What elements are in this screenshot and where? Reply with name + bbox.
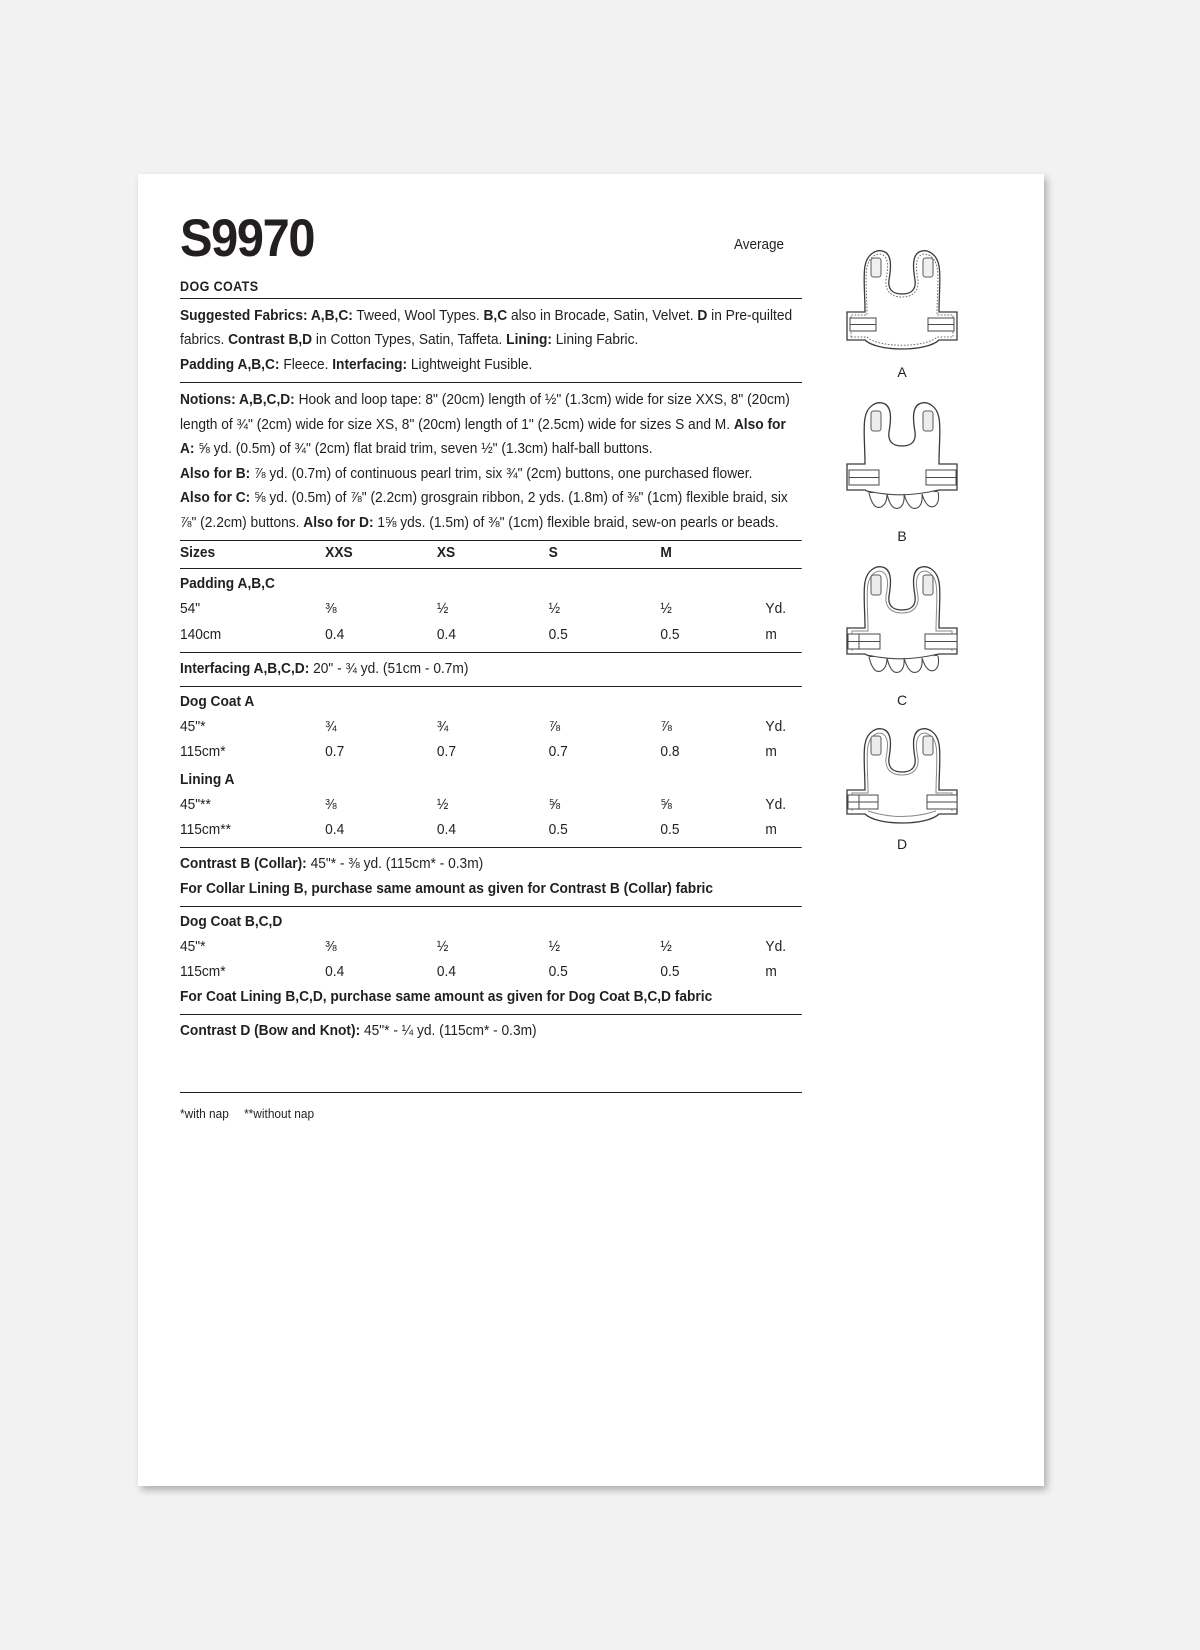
- cell-s: 0.7: [548, 743, 568, 760]
- suggested-fabrics-paragraph: [180, 299, 802, 382]
- table-row: [180, 715, 802, 740]
- also-for-a-text: ⅝ yd. (0.5m) of ¾" (2cm) flat braid trim, seven ½" (1.3cm) half-ball buttons.: [194, 441, 653, 458]
- view-letter-b: B: [897, 528, 907, 544]
- column-header-xxs: XXS: [325, 545, 353, 562]
- suggested-fabrics-text-1: Tweed, Wool Types.: [352, 308, 484, 324]
- table-row: [180, 960, 802, 985]
- cell-xxs: 0.4: [325, 626, 345, 643]
- cell-xs: 0.7: [436, 743, 457, 760]
- column-header-m: M: [660, 545, 672, 562]
- cell-xs: ½: [436, 939, 449, 956]
- table-row: [180, 740, 802, 765]
- cell-xxs: ⅜: [325, 796, 337, 813]
- table-row-coat-lining-bcd: [180, 985, 802, 1015]
- notions-label: Notions: A,B,C,D:: [180, 392, 295, 409]
- cell-unit: m: [765, 743, 777, 760]
- pattern-envelope-back: [138, 174, 1044, 1486]
- cell-s: 0.5: [548, 964, 568, 981]
- contrast-d-span-line: [180, 1015, 802, 1048]
- padding-label: Padding A,B,C:: [180, 356, 280, 373]
- table-row: [180, 935, 802, 960]
- group-title-dog-coat-bcd: Dog Coat B,C,D: [180, 913, 283, 930]
- row-label: 115cm*: [180, 964, 226, 981]
- also-for-b-label: Also for B:: [180, 465, 251, 482]
- dog-coat-view-d: [798, 714, 1006, 852]
- contrast-b-span-label: Contrast B (Collar):: [180, 855, 307, 872]
- interfacing-label: Interfacing:: [332, 356, 408, 373]
- also-for-d-text: 1⅝ yds. (1.5m) of ⅜" (1cm) flexible braid, sew-on pearls or beads.: [373, 514, 779, 531]
- also-for-d-label: Also for D:: [303, 514, 374, 531]
- view-d-label: D: [697, 308, 708, 324]
- view-letter-d: D: [896, 836, 908, 852]
- also-for-a-label: Also for A:: [180, 416, 786, 458]
- cell-xxs: ⅜: [325, 939, 337, 956]
- table-group-padding: [180, 569, 802, 597]
- cell-m: ½: [660, 601, 672, 618]
- cell-xxs: 0.7: [325, 743, 345, 760]
- group-title-dog-coat-a: Dog Coat A: [180, 693, 255, 710]
- suggested-fabrics-text-3: in Pre-quilted fabrics.: [180, 308, 793, 349]
- interfacing-span-line: [180, 653, 802, 687]
- table-row: [180, 793, 802, 818]
- column-header-unit: [765, 541, 801, 569]
- notions-text: Hook and loop tape: 8" (20cm) length of ½" (1.3cm) wide for size XXS, 8" (20cm) length of ¾" (2cm) wide for size XS, 8" (20cm) length of 1" (2.5cm) wide for sizes S and M.: [180, 392, 790, 433]
- cell-xs: 0.4: [436, 821, 457, 838]
- column-header-sizes: Sizes: [180, 545, 216, 562]
- cell-xs: 0.4: [436, 964, 457, 981]
- dog-coat-view-c: [798, 550, 1006, 708]
- view-illustrations-column: [798, 234, 1006, 858]
- table-row-contrast-d: [180, 1015, 802, 1048]
- cell-m: 0.5: [660, 964, 680, 981]
- coat-lining-bcd-line: [180, 985, 802, 1015]
- row-label: 140cm: [180, 626, 222, 643]
- table-group-dog-coat-a: [180, 687, 802, 715]
- interfacing-span-text: 20" - ¾ yd. (51cm - 0.7m): [309, 660, 469, 677]
- cell-xxs: ¾: [325, 718, 337, 735]
- row-label: 45"*: [180, 718, 206, 735]
- collar-lining-b-line: [180, 877, 802, 907]
- garment-type-heading: DOG COATS: [180, 279, 259, 294]
- table-row: [180, 623, 802, 653]
- with-nap-note: *with nap: [180, 1107, 229, 1122]
- cell-s: 0.5: [548, 821, 568, 838]
- interfacing-span-label: Interfacing A,B,C,D:: [180, 660, 310, 677]
- cell-unit: m: [765, 626, 777, 643]
- cell-xs: ½: [436, 796, 449, 813]
- cell-m: 0.5: [660, 821, 680, 838]
- cell-unit: Yd.: [765, 939, 787, 956]
- row-label: 115cm**: [180, 821, 231, 838]
- coat-lining-bcd-text: For Coat Lining B,C,D, purchase same amount as given for Dog Coat B,C,D fabric: [180, 989, 713, 1006]
- group-title-padding: Padding A,B,C: [180, 576, 275, 593]
- table-row-interfacing: [180, 653, 802, 687]
- cell-s: ½: [548, 939, 561, 956]
- dog-coat-view-d-drawing: [807, 714, 997, 834]
- contrast-d-span-text: 45"* - ¼ yd. (115cm* - 0.3m): [360, 1023, 537, 1040]
- cell-unit: m: [765, 964, 777, 981]
- row-label: 115cm*: [180, 743, 226, 760]
- contrast-label: Contrast B,D: [228, 332, 313, 349]
- cell-s: 0.5: [548, 626, 568, 643]
- cell-m: ⅞: [660, 718, 672, 735]
- main-content: [180, 209, 802, 1122]
- table-row: [180, 818, 802, 848]
- table-row-contrast-b: [180, 848, 802, 877]
- also-for-c-label: Also for C:: [180, 490, 251, 507]
- padding-text: Fleece.: [279, 356, 333, 373]
- cell-xxs: 0.4: [325, 821, 345, 838]
- yardage-table: [180, 540, 802, 1048]
- table-group-dog-coat-bcd: [180, 907, 802, 935]
- without-nap-note: **without nap: [244, 1107, 315, 1122]
- divider-above-footnote: [180, 1092, 802, 1093]
- cell-xs: ½: [436, 601, 449, 618]
- cell-xs: ¾: [436, 718, 449, 735]
- contrast-b-span-text: 45"* - ⅜ yd. (115cm* - 0.3m): [306, 855, 484, 872]
- group-title-lining-a: Lining A: [180, 771, 235, 788]
- view-letter-c: C: [896, 692, 908, 708]
- lining-text: Lining Fabric.: [551, 332, 639, 349]
- table-header-row: [180, 541, 802, 569]
- row-label: 45"*: [180, 939, 206, 956]
- views-bc-label: B,C: [483, 308, 508, 324]
- view-letter-a: A: [897, 364, 907, 380]
- cell-unit: Yd.: [765, 601, 787, 618]
- table-row-collar-lining-b: [180, 877, 802, 907]
- contrast-b-span-line: [180, 848, 802, 877]
- notions-paragraph: [180, 383, 802, 540]
- cell-s: ⅝: [548, 796, 561, 813]
- cell-m: ½: [660, 939, 672, 956]
- table-row: [180, 597, 802, 622]
- interfacing-text: Lightweight Fusible.: [407, 356, 533, 373]
- suggested-fabrics-label: Suggested Fabrics: A,B,C:: [180, 308, 353, 324]
- nap-footnote: [180, 1101, 771, 1121]
- cell-m: 0.8: [660, 743, 680, 760]
- cell-m: ⅝: [660, 796, 672, 813]
- cell-m: 0.5: [660, 626, 680, 643]
- contrast-text: in Cotton Types, Satin, Taffeta.: [312, 332, 507, 349]
- table-group-lining-a: [180, 765, 802, 793]
- lining-label: Lining:: [506, 332, 552, 349]
- also-for-c-text: ⅝ yd. (0.5m) of ⅞" (2.2cm) grosgrain ribbon, 2 yds. (1.8m) of ⅜" (1cm) flexible braid, six ⅞" (2.2cm) buttons.: [180, 490, 788, 531]
- cell-xxs: 0.4: [325, 964, 345, 981]
- dog-coat-view-b: [798, 386, 1006, 544]
- dog-coat-view-b-drawing: [807, 386, 997, 526]
- difficulty-rating: Average: [734, 236, 785, 253]
- dog-coat-view-a: [798, 234, 1006, 380]
- suggested-fabrics-text-2: also in Brocade, Satin, Velvet.: [507, 308, 698, 324]
- also-for-b-text: ⅞ yd. (0.7m) of continuous pearl trim, six ¾" (2cm) buttons, one purchased flower.: [250, 465, 753, 482]
- cell-unit: m: [765, 821, 777, 838]
- contrast-d-span-label: Contrast D (Bow and Knot):: [180, 1023, 361, 1040]
- row-label: 45"**: [180, 796, 211, 813]
- collar-lining-b-text: For Collar Lining B, purchase same amount as given for Contrast B (Collar) fabric: [180, 880, 714, 897]
- dog-coat-view-a-drawing: [807, 234, 997, 362]
- column-header-s: S: [548, 545, 558, 562]
- page-title: S9970: [180, 209, 315, 268]
- cell-xxs: ⅜: [325, 601, 337, 618]
- row-label: 54": [180, 601, 201, 618]
- cell-s: ⅞: [548, 718, 561, 735]
- column-header-xs: XS: [436, 545, 456, 562]
- cell-s: ½: [548, 601, 561, 618]
- cell-xs: 0.4: [436, 626, 457, 643]
- cell-unit: Yd.: [765, 718, 787, 735]
- cell-unit: Yd.: [765, 796, 787, 813]
- dog-coat-view-c-drawing: [807, 550, 997, 690]
